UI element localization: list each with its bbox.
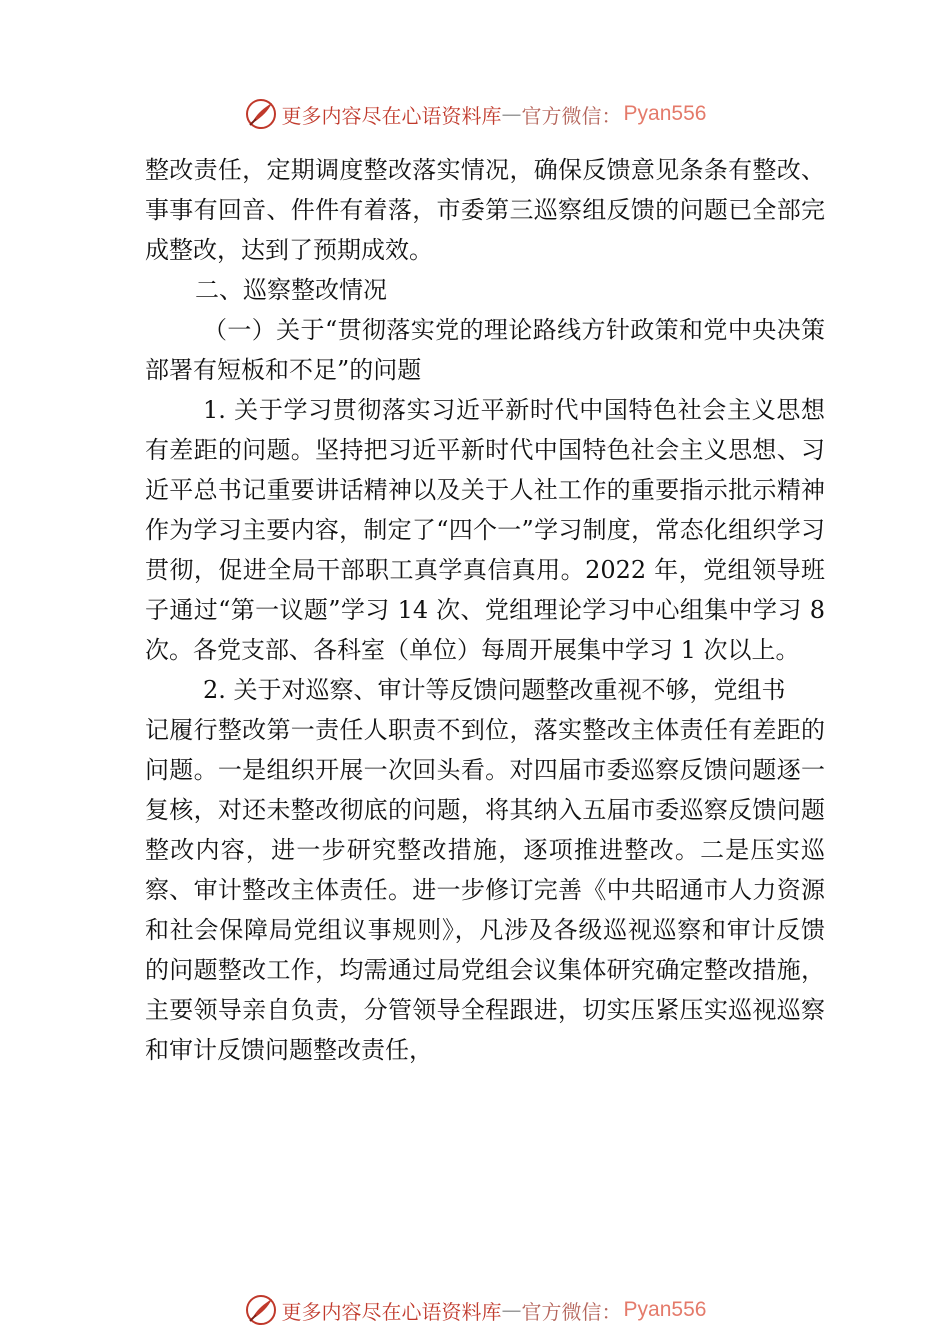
header-banner (0, 96, 950, 132)
footer-banner (0, 1292, 950, 1328)
paragraph-item-1: 1. 关于学习贯彻落实习近平新时代中国特色社会主义思想有差距的问题。坚持把习近平新时代中国特色社会主义思想、习近平总书记重要讲话精神以及关于人社工作的重要指示批示精神作为学习主要内容，制定了“四个一”学习制度，常态化组织学习贯彻，促进全局干部职工真学真信真用。2022 年，党组领导班子通过“第一议题”学习 14 次、党组理论学习中心组集中学习 8 次。各党支部、各科室（单位）每周开展集中学习 1 次以上。 (145, 396, 825, 664)
footer-dash: — (501, 1298, 522, 1322)
header-wechat-id: Pyan556 (623, 102, 707, 125)
paragraph-continuation: 整改责任，定期调度整改落实情况，确保反馈意见条条有整改、事事有回音、件件有着落，市委第三巡察组反馈的问题已全部完成整改，达到了预期成效。 (145, 156, 825, 264)
footer-wechat-label: 官方微信： (521, 1299, 622, 1324)
paragraph-item-2-rest: 记履行整改第一责任人职责不到位，落实整改主体责任有差距的问题。一是组织开展一次回头看。对四届市委巡察反馈问题逐一复核，对还未整改彻底的问题，将其纳入五届市委巡察反馈问题整改内容，进一步研究整改措施，逐项推进整改。二是压实巡察、审计整改主体责任。进一步修订完善《中共昭通市人力资源和社会保障局党组议事规则》，凡涉及各级巡视巡察和审计反馈的问题整改工作，均需通过局党组会议集体研究确定整改措施，主要领导亲自负责，分管领导全程跟进，切实压紧压实巡视巡察和审计反馈问题整改责任， (145, 716, 825, 1064)
subsection-heading: （一）关于“贯彻落实党的理论路线方针政策和党中央决策部署有短板和不足”的问题 (145, 316, 825, 384)
footer-title: 更多内容尽在心语资料库 (281, 1299, 502, 1324)
section-heading: 二、巡察整改情况 (195, 276, 387, 304)
document-body (145, 150, 825, 1070)
quill-pen-icon (244, 97, 278, 131)
footer-wechat-id: Pyan556 (623, 1298, 707, 1321)
paragraph-item-2-first-line: 2. 关于对巡察、审计等反馈问题整改重视不够，党组书 (203, 676, 786, 704)
header-wechat-label: 官方微信： (521, 103, 622, 128)
header-title: 更多内容尽在心语资料库 (281, 103, 502, 128)
quill-pen-icon (244, 1293, 278, 1327)
header-dash: — (501, 102, 522, 126)
